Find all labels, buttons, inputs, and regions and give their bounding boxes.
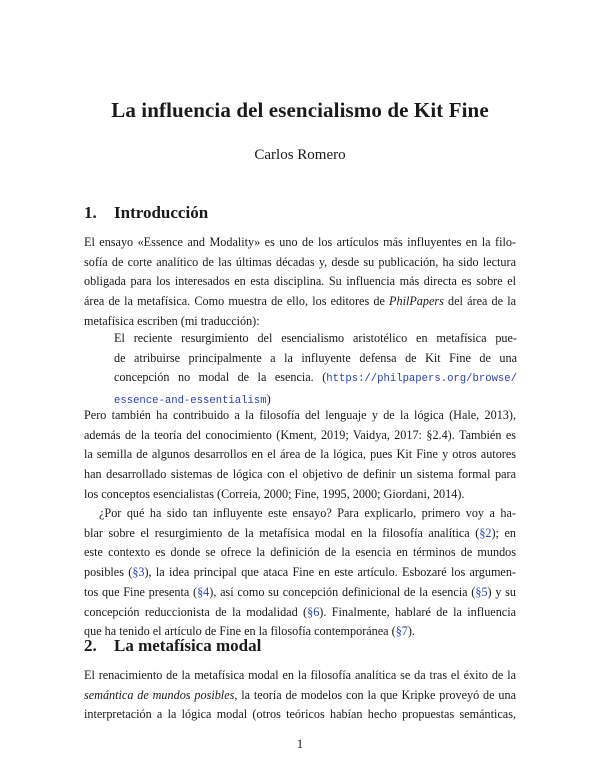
text-line: además de la teoría del conocimiento (Kment, 2019; Vaidya, 2017: §2.4). También es (84, 427, 516, 442)
text-line: semántica de mundos posibles, la teoría de modelos con la que Kripke proveyó de una (84, 687, 516, 702)
block-quote (114, 329, 517, 412)
paper-title: La influencia del esencialismo de Kit Fine (111, 98, 489, 122)
text-line: obligada para los interesados en esta disciplina. Su influencia más directa es sobre el (84, 274, 516, 289)
text-line: área de la metafísica. Como muestra de ello, los editores de PhilPapers del área de la (84, 294, 516, 309)
section-number: 2. (84, 636, 97, 655)
section-title: Introducción (114, 203, 209, 222)
section-number: 1. (84, 203, 97, 222)
modal-metaphysics-paragraph (84, 666, 516, 725)
quote-line: concepción no modal de la esencia. (https://philpapers.org/browse/ (114, 370, 517, 386)
outline-paragraph (84, 504, 516, 642)
emphasis: semántica de mundos posibles (84, 687, 235, 702)
text-line: este contexto es donde se ofrece la definición de la esencia en términos de mundos (84, 545, 516, 560)
section-ref-link[interactable]: §5 (475, 584, 488, 599)
section-ref-link[interactable]: §3 (132, 565, 145, 580)
intro-paragraph (84, 233, 516, 332)
quote-line: de atribuirse principalmente a la influyente defensa de Kit Fine de una (114, 350, 517, 365)
page-number: 1 (296, 737, 304, 751)
section-heading-modal-metaphysics (84, 636, 261, 656)
section-heading-introduction (84, 203, 208, 223)
text-line: interpretación a la lógica modal (otros teóricos habían hecho propuestas semánticas, (84, 707, 516, 722)
section-ref-link[interactable]: §4 (197, 584, 210, 599)
text-line: metafísica escriben (mi traducción): (84, 313, 260, 328)
author-name: Carlos Romero (254, 147, 346, 163)
text-line: blar sobre el resurgimiento de la metafísica modal en la filosofía analítica (§2); en (84, 525, 516, 540)
text-line: concepción reduccionista de la modalidad (§6). Finalmente, hablaré de la influencia (84, 604, 516, 619)
text-line: ¿Por qué ha sido tan influyente este ensayo? Para explicarlo, primero voy a ha- (99, 506, 516, 520)
philpapers-name: PhilPapers (389, 294, 444, 309)
section-title: La metafísica modal (114, 636, 262, 655)
text-line: Pero también ha contribuido a la filosofía del lenguaje y de la lógica (Hale, 2013), (84, 408, 516, 422)
philpapers-link-continued[interactable]: essence-and-essentialism (114, 395, 267, 408)
quote-line: essence-and-essentialism) (114, 392, 271, 408)
text-line: que ha tenido el artículo de Fine en la filosofía contemporánea (§7). (84, 624, 415, 639)
text-line: posibles (§3), la idea principal que ataca Fine en este artículo. Esbozaré los argumen- (84, 565, 516, 580)
text-line: El ensayo «Essence and Modality» es uno de los artículos más influyentes en la filo- (84, 235, 516, 249)
text-line: tos que Fine presenta (§4), así como su concepción definicional de la esencia (§5) y su (84, 584, 516, 599)
section-ref-link[interactable]: §2 (479, 525, 492, 540)
text-line: los conceptos esencialistas (Correia, 2000; Fine, 1995, 2000; Giordani, 2014). (84, 486, 465, 501)
section-ref-link[interactable]: §7 (395, 624, 408, 639)
text-line: El renacimiento de la metafísica modal en la filosofía analítica se da tras el éxito de la (84, 668, 516, 682)
philpapers-link[interactable]: https://philpapers.org/browse/ (326, 373, 517, 386)
text-line: sofía de corte analítico de las últimas décadas y, desde su publicación, ha sido lectura (84, 254, 516, 269)
contributions-paragraph (84, 406, 516, 505)
section-ref-link[interactable]: §6 (307, 604, 320, 619)
text-line: la semilla de algunos desarrollos en el área de la lógica, pues Kit Fine y otros autores (84, 447, 516, 462)
quote-line: El reciente resurgimiento del esencialismo aristotélico en metafísica pue- (114, 331, 517, 345)
text-line: han desarrollado sistemas de lógica con el objetivo de definir un sistema formal para (84, 467, 516, 482)
